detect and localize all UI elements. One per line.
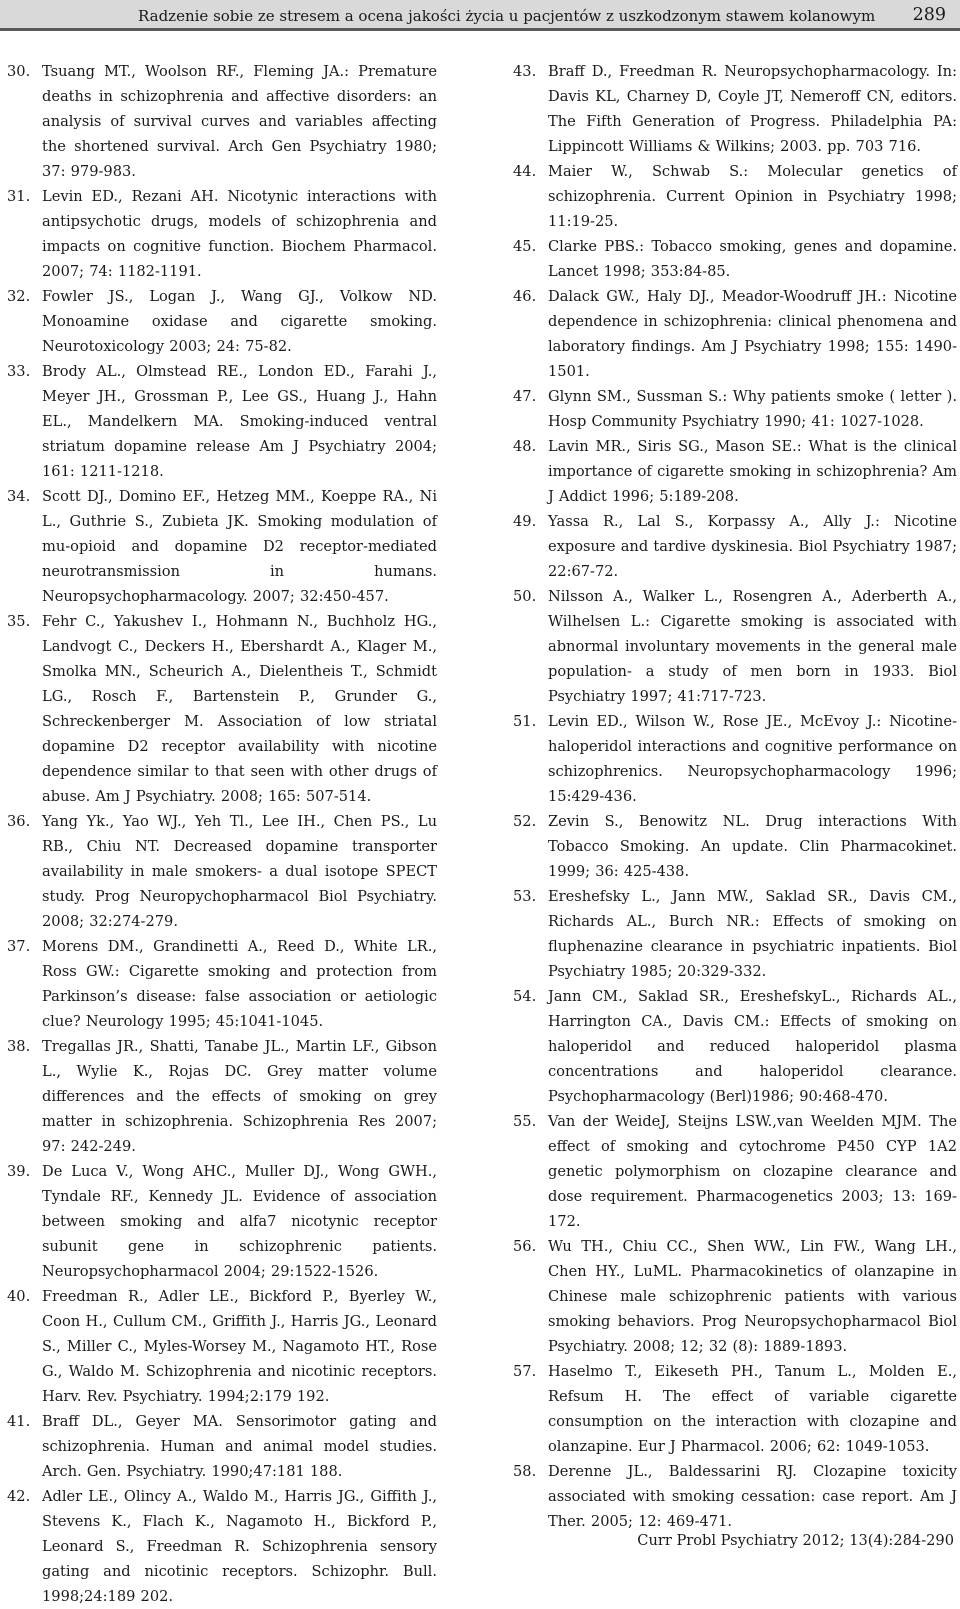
reference-text: Ereshefsky L., Jann MW., Saklad SR., Davis CM., Richards AL., Burch NR.: Effects of smoking on fluphenazine clearance in psychiatric inpatients. Biol Psychiatry 1985; 20:329-332. xyxy=(548,888,957,980)
reference-text: Haselmo T., Eikeseth PH., Tanum L., Molden E., Refsum H. The effect of variable cigarette consumption on the interaction with clozapine and olanzapine. Eur J Pharmacol. 2006; 62: 1049-1053. xyxy=(548,1363,957,1455)
reference-text: Yassa R., Lal S., Korpassy A., Ally J.: Nicotine exposure and tardive dyskinesia. Biol Psychiatry 1987; 22:67-72. xyxy=(548,513,957,580)
reference-item xyxy=(513,1234,957,1359)
reference-text: Zevin S., Benowitz NL. Drug interactions With Tobacco Smoking. An update. Clin Pharmacokinet. 1999; 36: 425-438. xyxy=(548,813,957,880)
references-right-column xyxy=(513,59,957,1534)
reference-number: 44. xyxy=(513,163,537,180)
reference-item xyxy=(513,59,957,159)
journal-citation: Curr Probl Psychiatry 2012; 13(4):284-290 xyxy=(637,1532,954,1549)
reference-item xyxy=(513,1359,957,1459)
reference-text: Fehr C., Yakushev I., Hohmann N., Buchholz HG., Landvogt C., Deckers H., Ebershardt A., Klager M., Smolka MN., Scheurich A., Dielentheis T., Schmidt LG., Rosch F., Bartenstein P., Grunder G., Schreckenberger M. Association of low striatal dopamine D2 receptor availability with nicotine dependence similar to that seen with other drugs of abuse. Am J Psychiatry. 2008; 165: 507-514. xyxy=(42,613,437,805)
reference-number: 46. xyxy=(513,288,537,305)
reference-text: Levin ED., Wilson W., Rose JE., McEvoy J.: Nicotine-haloperidol interactions and cognitive performance on schizophrenics. Neuropsychopharmacology 1996; 15:429-436. xyxy=(548,713,957,805)
reference-text: Wu TH., Chiu CC., Shen WW., Lin FW., Wang LH., Chen HY., LuML. Pharmacokinetics of olanzapine in Chinese male schizophrenic patients with various smoking behaviors. Prog Neuropsychopharmacol Biol Psychiatry. 2008; 12; 32 (8): 1889-1893. xyxy=(548,1238,957,1355)
reference-item xyxy=(513,509,957,584)
reference-item xyxy=(7,1484,437,1609)
reference-item xyxy=(7,1284,437,1409)
reference-text: Adler LE., Olincy A., Waldo M., Harris JG., Giffith J., Stevens K., Flach K., Nagamoto H., Bickford P., Leonard S., Freedman R. Schizophrenia sensory gating and nicotinic receptors. Schizophr. Bull. 1998;24:189 202. xyxy=(42,1488,437,1605)
reference-number: 51. xyxy=(513,713,537,730)
reference-number: 36. xyxy=(7,813,31,830)
reference-item xyxy=(7,1409,437,1484)
references-left-column xyxy=(7,59,437,1609)
reference-number: 31. xyxy=(7,188,31,205)
reference-number: 45. xyxy=(513,238,537,255)
reference-item xyxy=(513,234,957,284)
reference-number: 52. xyxy=(513,813,537,830)
reference-number: 53. xyxy=(513,888,537,905)
reference-item xyxy=(7,1034,437,1159)
reference-text: Yang Yk., Yao WJ., Yeh Tl., Lee IH., Chen PS., Lu RB., Chiu NT. Decreased dopamine transporter availability in male smokers- a dual isotope SPECT study. Prog Neuropychopharmacol Biol Psychiatry. 2008; 32:274-279. xyxy=(42,813,437,930)
reference-number: 37. xyxy=(7,938,31,955)
reference-text: Scott DJ., Domino EF., Hetzeg MM., Koeppe RA., Ni L., Guthrie S., Zubieta JK. Smoking modulation of mu-opioid and dopamine D2 receptor-mediated neurotransmission in humans. Neuropsychopharmacology. 2007; 32:450-457. xyxy=(42,488,437,605)
reference-item xyxy=(513,984,957,1109)
reference-text: Jann CM., Saklad SR., EreshefskyL., Richards AL., Harrington CA., Davis CM.: Effects of smoking on haloperidol and reduced haloperidol plasma concentrations and haloperidol clearance. Psychopharmacology (Berl)1986; 90:468-470. xyxy=(548,988,957,1105)
reference-item xyxy=(513,884,957,984)
reference-number: 35. xyxy=(7,613,31,630)
reference-text: Braff DL., Geyer MA. Sensorimotor gating and schizophrenia. Human and animal model studies. Arch. Gen. Psychiatry. 1990;47:181 188. xyxy=(42,1413,437,1480)
reference-item xyxy=(513,159,957,234)
page-number: 289 xyxy=(912,5,946,25)
reference-text: Tregallas JR., Shatti, Tanabe JL., Martin LF., Gibson L., Wylie K., Rojas DC. Grey matter volume differences and the effects of smoking on grey matter in schizophrenia. Schizophrenia Res 2007; 97: 242-249. xyxy=(42,1038,437,1155)
reference-item xyxy=(513,709,957,809)
running-header xyxy=(0,0,960,31)
reference-item xyxy=(7,934,437,1034)
reference-item xyxy=(513,1459,957,1534)
reference-text: Nilsson A., Walker L., Rosengren A., Aderberth A., Wilhelsen L.: Cigarette smoking is associated with abnormal involuntary movements in the general male population- a study of men born in 1933. Biol Psychiatry 1997; 41:717-723. xyxy=(548,588,957,705)
reference-text: Levin ED., Rezani AH. Nicotynic interactions with antipsychotic drugs, models of schizophrenia and impacts on cognitive function. Biochem Pharmacol. 2007; 74: 1182-1191. xyxy=(42,188,437,280)
reference-number: 56. xyxy=(513,1238,537,1255)
reference-item xyxy=(7,59,437,184)
reference-item xyxy=(7,284,437,359)
reference-number: 39. xyxy=(7,1163,31,1180)
reference-number: 33. xyxy=(7,363,31,380)
reference-item xyxy=(513,809,957,884)
reference-item xyxy=(7,484,437,609)
reference-number: 43. xyxy=(513,63,537,80)
reference-text: Derenne JL., Baldessarini RJ. Clozapine toxicity associated with smoking cessation: case report. Am J Ther. 2005; 12: 469-471. xyxy=(548,1463,957,1530)
reference-text: Tsuang MT., Woolson RF., Fleming JA.: Premature deaths in schizophrenia and affective disorders: an analysis of survival curves and variables affecting the shortened survival. Arch Gen Psychiatry 1980; 37: 979-983. xyxy=(42,63,437,180)
reference-item xyxy=(513,1109,957,1234)
reference-text: Freedman R., Adler LE., Bickford P., Byerley W., Coon H., Cullum CM., Griffith J., Harris JG., Leonard S., Miller C., Myles-Worsey M., Nagamoto HT., Rose G., Waldo M. Schizophrenia and nicotinic receptors. Harv. Rev. Psychiatry. 1994;2:179 192. xyxy=(42,1288,437,1405)
reference-item xyxy=(513,284,957,384)
reference-number: 50. xyxy=(513,588,537,605)
reference-text: Maier W., Schwab S.: Molecular genetics of schizophrenia. Current Opinion in Psychiatry 1998; 11:19-25. xyxy=(548,163,957,230)
reference-number: 38. xyxy=(7,1038,31,1055)
reference-text: Glynn SM., Sussman S.: Why patients smoke ( letter ). Hosp Community Psychiatry 1990; 41: 1027-1028. xyxy=(548,388,957,430)
header-title: Radzenie sobie ze stresem a ocena jakości życia u pacjentów z uszkodzonym stawem kolanowym xyxy=(138,7,876,25)
reference-text: Morens DM., Grandinetti A., Reed D., White LR., Ross GW.: Cigarette smoking and protection from Parkinson’s disease: false association or aetiologic clue? Neurology 1995; 45:1041-1045. xyxy=(42,938,437,1030)
reference-item xyxy=(7,809,437,934)
reference-text: Dalack GW., Haly DJ., Meador-Woodruff JH.: Nicotine dependence in schizophrenia: clinical phenomena and laboratory findings. Am J Psychiatry 1998; 155: 1490-1501. xyxy=(548,288,957,380)
reference-item xyxy=(513,434,957,509)
reference-number: 55. xyxy=(513,1113,537,1130)
reference-item xyxy=(7,359,437,484)
reference-number: 30. xyxy=(7,63,31,80)
reference-text: De Luca V., Wong AHC., Muller DJ., Wong GWH., Tyndale RF., Kennedy JL. Evidence of association between smoking and alfa7 nicotynic receptor subunit gene in schizophrenic patients. Neuropsychopharmacol 2004; 29:1522-1526. xyxy=(42,1163,437,1280)
reference-text: Lavin MR., Siris SG., Mason SE.: What is the clinical importance of cigarette smoking in schizophrenia? Am J Addict 1996; 5:189-208. xyxy=(548,438,957,505)
reference-number: 57. xyxy=(513,1363,537,1380)
reference-number: 32. xyxy=(7,288,31,305)
reference-text: Van der WeideJ, Steijns LSW.,van Weelden MJM. The effect of smoking and cytochrome P450 CYP 1A2 genetic polymorphism on clozapine clearance and dose requirement. Pharmacogenetics 2003; 13: 169-172. xyxy=(548,1113,957,1230)
reference-text: Clarke PBS.: Tobacco smoking, genes and dopamine. Lancet 1998; 353:84-85. xyxy=(548,238,957,280)
reference-number: 58. xyxy=(513,1463,537,1480)
reference-number: 47. xyxy=(513,388,537,405)
reference-item xyxy=(513,384,957,434)
reference-text: Fowler JS., Logan J., Wang GJ., Volkow ND. Monoamine oxidase and cigarette smoking. Neurotoxicology 2003; 24: 75-82. xyxy=(42,288,437,355)
reference-number: 41. xyxy=(7,1413,31,1430)
reference-number: 48. xyxy=(513,438,537,455)
reference-number: 40. xyxy=(7,1288,31,1305)
reference-item xyxy=(7,1159,437,1284)
reference-text: Brody AL., Olmstead RE., London ED., Farahi J., Meyer JH., Grossman P., Lee GS., Huang J., Hahn EL., Mandelkern MA. Smoking-induced ventral striatum dopamine release Am J Psychiatry 2004; 161: 1211-1218. xyxy=(42,363,437,480)
reference-text: Braff D., Freedman R. Neuropsychopharmacology. In: Davis KL, Charney D, Coyle JT, Nemeroff CN, editors. The Fifth Generation of Progress. Philadelphia PA: Lippincott Williams & Wilkins; 2003. pp. 703 716. xyxy=(548,63,957,155)
reference-item xyxy=(7,184,437,284)
reference-number: 54. xyxy=(513,988,537,1005)
reference-number: 49. xyxy=(513,513,537,530)
reference-item xyxy=(7,609,437,809)
reference-number: 34. xyxy=(7,488,31,505)
reference-item xyxy=(513,584,957,709)
reference-number: 42. xyxy=(7,1488,31,1505)
